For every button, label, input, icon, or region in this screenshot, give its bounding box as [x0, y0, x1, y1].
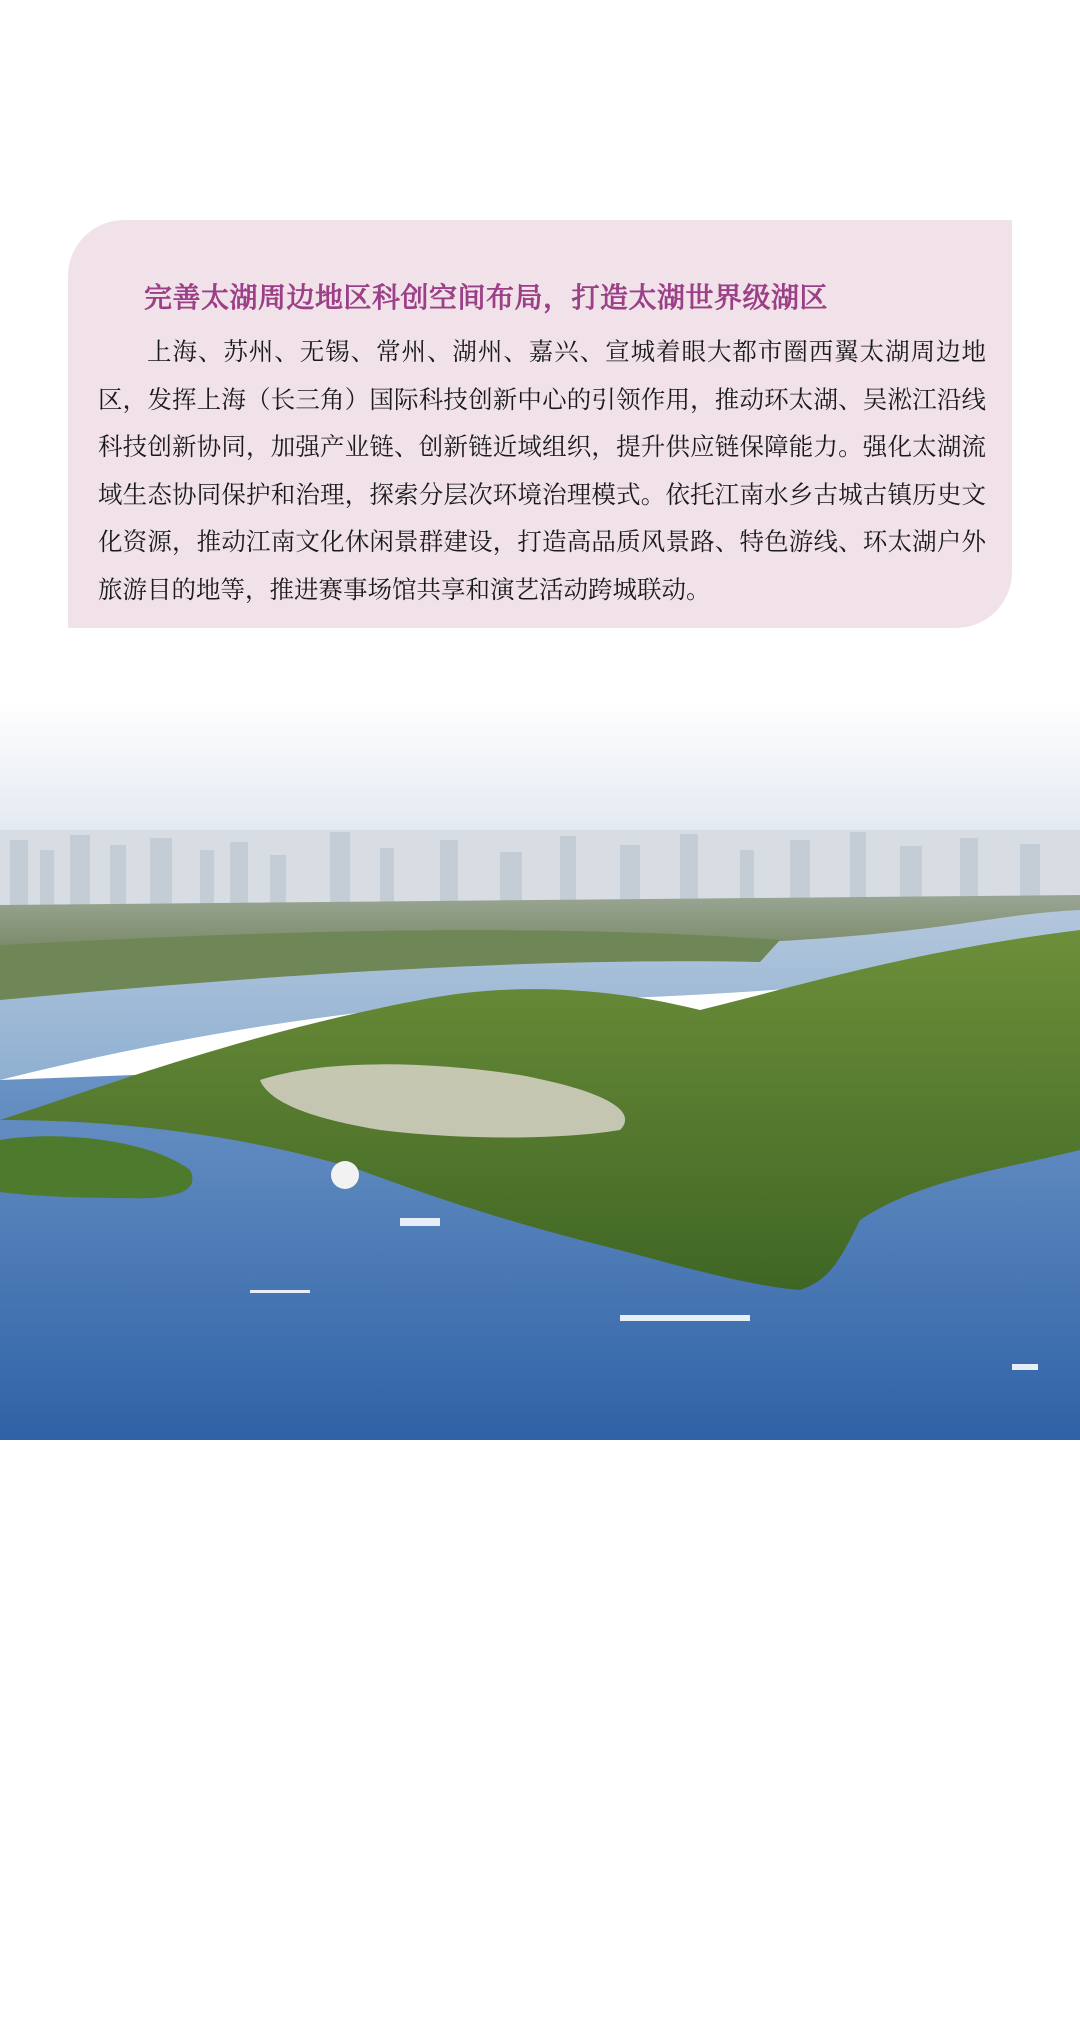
text-card [68, 220, 1012, 628]
photo-caption: 太湖 [972, 2025, 1002, 2041]
section-body: 上海、苏州、无锡、常州、湖州、嘉兴、宣城着眼大都市圈西翼太湖周边地区，发挥上海（长三角）国际科技创新中心的引领作用，推动环太湖、吴淞江沿线科技创新协同，加强产业链、创新链近域组织，提升供应链保障能力。强化太湖流域生态协同保护和治理，探索分层次环境治理模式。依托江南水乡古城古镇历史文化资源，推动江南文化休闲景群建设，打造高品质风景路、特色游线、环太湖户外旅游目的地等，推进赛事场馆共享和演艺活动跨城联动。 [98, 337, 986, 604]
section-title: 完善太湖周边地区科创空间布局，打造太湖世界级湖区 [144, 281, 829, 314]
taihu-aerial-photo [0, 700, 1080, 2041]
